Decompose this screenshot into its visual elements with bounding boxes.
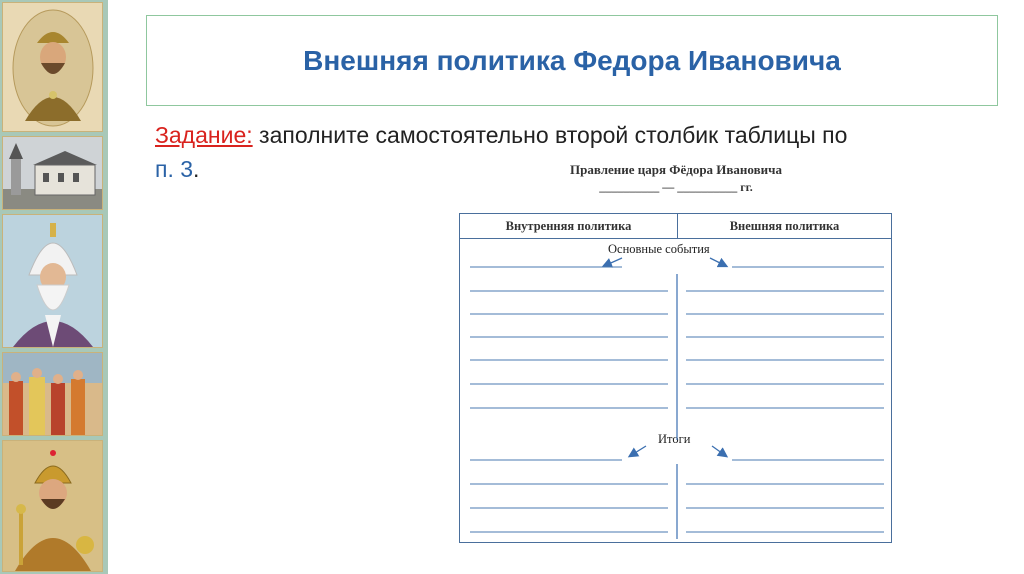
events-label: Основные события — [608, 242, 710, 256]
results-label: Итоги — [658, 432, 691, 446]
court-scene — [2, 352, 103, 436]
paragraph-ref: п. 3 — [155, 156, 194, 182]
worksheet-title: Правление царя Фёдора Ивановича — [570, 162, 782, 177]
worksheet-lines — [460, 214, 893, 544]
page-title: Внешняя политика Федора Ивановича — [303, 44, 841, 76]
worksheet-dates: __________ — __________ гг. — [599, 180, 753, 194]
tsar-portrait — [2, 2, 103, 132]
monastery-building — [2, 136, 103, 210]
patriarch-portrait — [2, 214, 103, 348]
task-body: заполните самостоятельно второй столбик таблицы по — [252, 122, 848, 148]
col-header-internal: Внутренняя политика — [505, 219, 632, 233]
task-end: . — [193, 156, 200, 182]
portrait-strip — [0, 0, 108, 574]
worksheet — [456, 155, 896, 550]
task-label: Задание: — [155, 122, 253, 148]
policy-table — [459, 213, 892, 543]
col-header-external: Внешняя политика — [729, 219, 840, 233]
tsar-with-regalia — [2, 440, 103, 572]
title-box — [146, 15, 998, 106]
